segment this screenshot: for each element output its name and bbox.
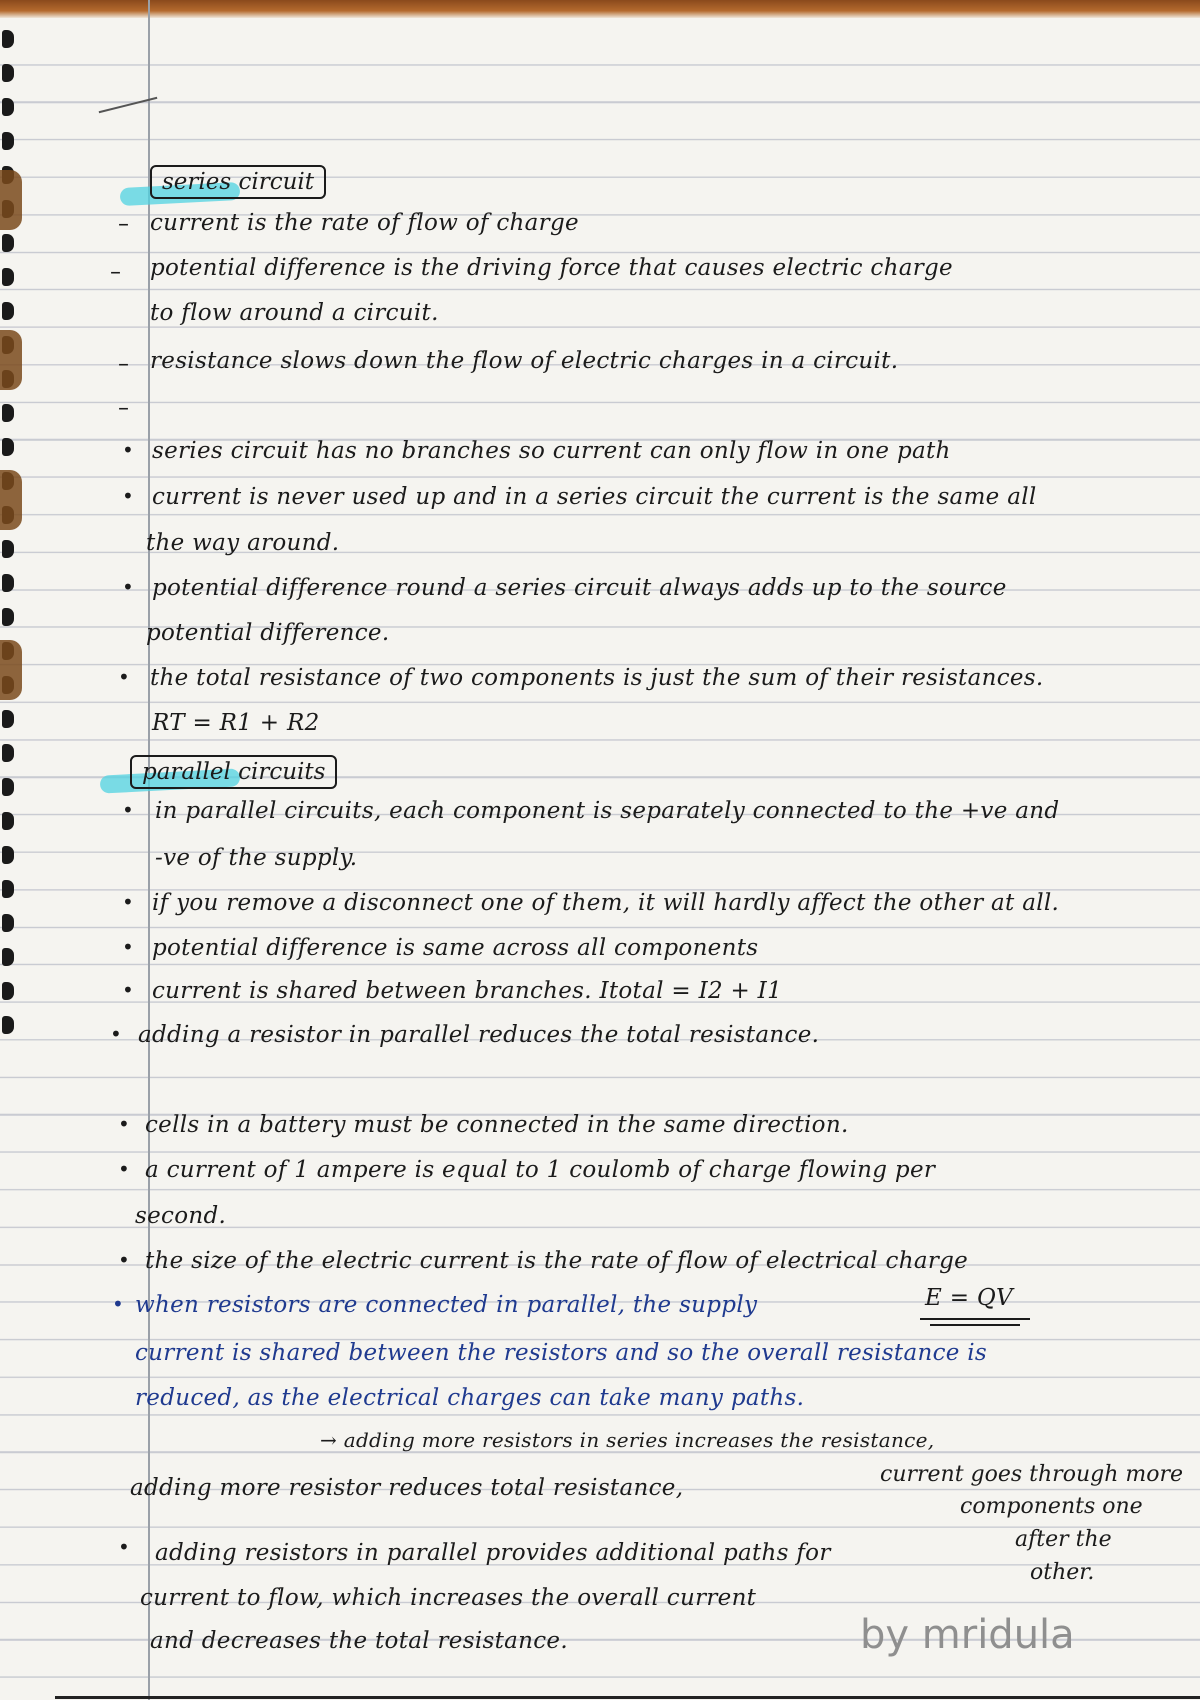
torn-edge	[0, 470, 22, 530]
note-line: series circuit has no branches so current can only flow in one path	[152, 438, 951, 464]
side-note-line: other.	[1030, 1560, 1095, 1585]
binding-hole	[2, 778, 14, 796]
binding-hole	[2, 710, 14, 728]
note-line: the way around.	[146, 530, 340, 556]
bullet-marker	[122, 484, 134, 509]
note-line: reduced, as the electrical charges can take many paths.	[135, 1385, 805, 1411]
binding-hole	[2, 30, 14, 48]
torn-edge	[0, 640, 22, 700]
note-line: and decreases the total resistance.	[150, 1628, 568, 1654]
note-line: a current of 1 ampere is equal to 1 coulomb of charge flowing per	[145, 1157, 936, 1183]
bullet-marker	[118, 1535, 130, 1560]
binding-hole	[2, 98, 14, 116]
note-line: current to flow, which increases the overall current	[140, 1585, 757, 1611]
side-note-line: components one	[960, 1494, 1143, 1519]
binding-hole	[2, 574, 14, 592]
note-line: the size of the electric current is the rate of flow of electrical charge	[145, 1248, 969, 1274]
binding-hole	[2, 744, 14, 762]
parallel-circuits-heading: parallel circuits	[130, 755, 337, 789]
binding-hole	[2, 540, 14, 558]
note-line: the total resistance of two components is just the sum of their resistances.	[150, 665, 1044, 691]
bullet-marker	[122, 798, 134, 823]
note-line: resistance slows down the flow of electric charges in a circuit.	[150, 348, 899, 374]
note-line: current is shared between branches. Itotal = I2 + I1	[152, 978, 782, 1004]
note-line: → adding more resistors in series increases the resistance,	[320, 1428, 935, 1452]
note-line: potential difference.	[146, 620, 390, 646]
note-line: in parallel circuits, each component is separately connected to the +ve and	[155, 798, 1060, 824]
dash-marker: –	[118, 396, 129, 421]
bullet-marker	[122, 890, 134, 915]
note-line: potential difference is same across all components	[152, 935, 759, 961]
page-bottom-edge	[55, 1696, 1200, 1699]
note-line: potential difference is the driving force that causes electric charge	[150, 255, 953, 281]
note-line: potential difference round a series circuit always adds up to the source	[152, 575, 1007, 601]
note-line: adding more resistor reduces total resistance,	[130, 1475, 684, 1501]
series-circuit-heading: series circuit	[150, 165, 326, 199]
page-top-edge	[0, 0, 1200, 18]
note-line: adding resistors in parallel provides additional paths for	[155, 1540, 831, 1566]
resistance-formula: RT = R1 + R2	[152, 710, 320, 736]
torn-edge	[0, 170, 22, 230]
side-note-line: current goes through more	[880, 1462, 1184, 1487]
note-line: current is shared between the resistors and so the overall resistance is	[135, 1340, 988, 1366]
note-line: current is the rate of flow of charge	[150, 210, 579, 236]
note-line: to flow around a circuit.	[150, 300, 439, 326]
bullet-marker	[110, 1022, 122, 1047]
torn-edge	[0, 330, 22, 390]
note-line: -ve of the supply.	[155, 845, 358, 871]
binding-hole	[2, 812, 14, 830]
bullet-marker	[118, 1157, 130, 1182]
bullet-marker	[112, 1292, 124, 1317]
binding-hole	[2, 438, 14, 456]
author-watermark: by mridula	[860, 1612, 1075, 1658]
binding-holes	[0, 0, 26, 1700]
bullet-marker	[118, 1112, 130, 1137]
formula-underline	[920, 1318, 1030, 1320]
binding-hole	[2, 268, 14, 286]
note-line: if you remove a disconnect one of them, it will hardly affect the other at all.	[152, 890, 1060, 916]
binding-hole	[2, 608, 14, 626]
binding-hole	[2, 234, 14, 252]
note-line: second.	[135, 1203, 227, 1229]
dash-marker: –	[110, 260, 121, 285]
binding-hole	[2, 846, 14, 864]
binding-hole	[2, 880, 14, 898]
formula-underline	[930, 1324, 1020, 1326]
bullet-marker	[122, 935, 134, 960]
binding-hole	[2, 1016, 14, 1034]
binding-hole	[2, 302, 14, 320]
note-line: when resistors are connected in parallel, the supply	[135, 1292, 758, 1318]
bullet-marker	[122, 978, 134, 1003]
side-note-line: after the	[1015, 1527, 1112, 1552]
bullet-marker	[122, 575, 134, 600]
note-line: current is never used up and in a series circuit the current is the same all	[152, 484, 1037, 510]
binding-hole	[2, 914, 14, 932]
binding-hole	[2, 948, 14, 966]
binding-hole	[2, 64, 14, 82]
dash-marker: –	[118, 352, 129, 377]
note-line: cells in a battery must be connected in the same direction.	[145, 1112, 849, 1138]
binding-hole	[2, 982, 14, 1000]
binding-hole	[2, 404, 14, 422]
bullet-marker	[118, 1248, 130, 1273]
binding-hole	[2, 132, 14, 150]
bullet-marker	[122, 438, 134, 463]
note-line: adding a resistor in parallel reduces the total resistance.	[138, 1022, 820, 1048]
energy-formula: E = QV	[925, 1285, 1013, 1311]
bullet-marker	[118, 665, 130, 690]
dash-marker: –	[118, 212, 129, 237]
